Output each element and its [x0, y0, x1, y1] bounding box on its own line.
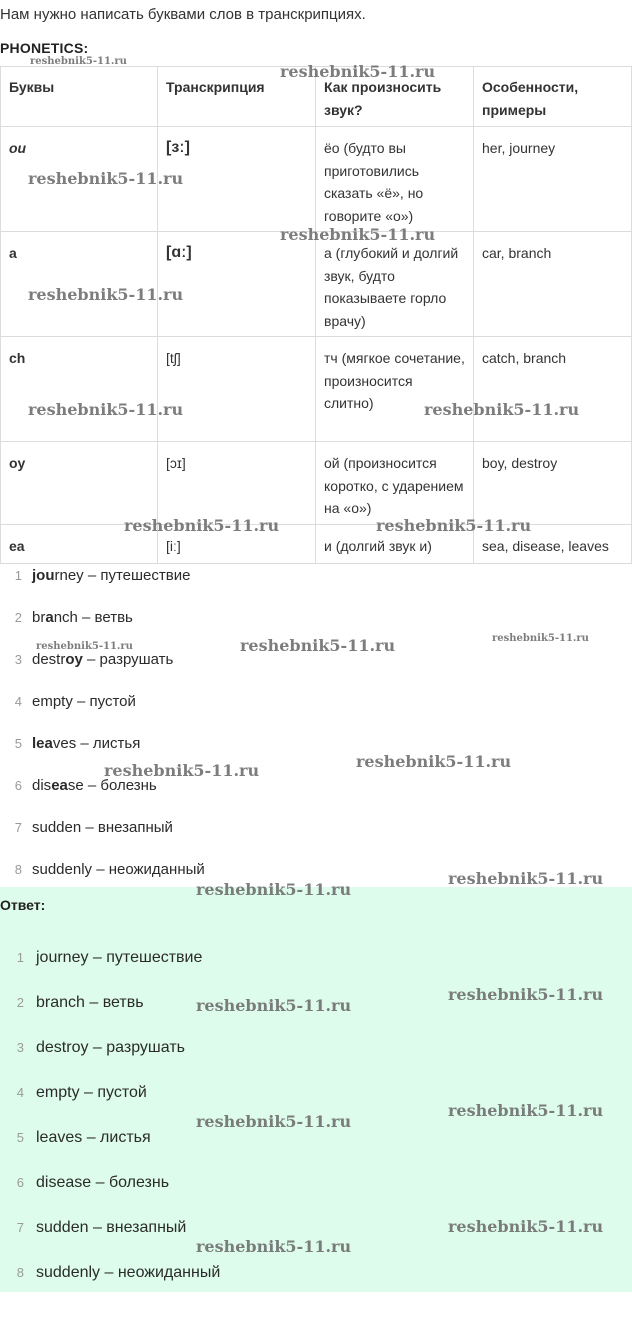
header-examples: Особенности, примеры	[474, 67, 632, 127]
cell-examples: boy, destroy	[474, 442, 632, 525]
cell-transcription: [ɜː]	[158, 127, 316, 232]
watermark: reshebnik5-11.ru	[28, 285, 184, 304]
cell-transcription: [ɑː]	[158, 232, 316, 337]
watermark: reshebnik5-11.ru	[196, 1237, 352, 1256]
watermark: reshebnik5-11.ru	[448, 869, 604, 888]
list-item: 1 journey – путешествие	[16, 949, 203, 966]
watermark: reshebnik5-11.ru	[196, 880, 352, 899]
list-item: 5 leaves – листья	[14, 735, 141, 752]
watermark: reshebnik5-11.ru	[356, 752, 512, 771]
header-pronunciation: Как произносить звук?	[316, 67, 474, 127]
list-item: 4 empty – пустой	[16, 1084, 147, 1101]
list-item: 3 destroy – разрушать	[16, 1039, 185, 1056]
list-item: 7 sudden – внезапный	[14, 819, 173, 836]
list-item: 6 disease – болезнь	[16, 1174, 170, 1191]
cell-transcription: [ɔɪ]	[158, 442, 316, 525]
watermark: reshebnik5-11.ru	[448, 985, 604, 1004]
cell-letters: ea	[1, 525, 158, 564]
watermark: reshebnik5-11.ru	[30, 56, 127, 67]
watermark: reshebnik5-11.ru	[196, 1112, 352, 1131]
cell-pronunciation: и (долгий звук и)	[316, 525, 474, 564]
cell-letters: oy	[1, 442, 158, 525]
cell-letters: ch	[1, 337, 158, 442]
watermark: reshebnik5-11.ru	[424, 400, 580, 419]
cell-letters: ou	[1, 127, 158, 232]
list-item: 4 empty – пустой	[14, 693, 136, 710]
list-item: 3 destroy – разрушать	[14, 651, 174, 668]
table-row	[1, 337, 632, 442]
list-item: 8 suddenly – неожиданный	[14, 861, 205, 878]
list-item: 5 leaves – листья	[16, 1129, 151, 1146]
list-item: 2 branch – ветвь	[16, 994, 144, 1011]
cell-pronunciation: тч (мягкое сочетание, произносится слитно)	[316, 337, 474, 442]
cell-pronunciation: ёо (будто вы приготовились сказать «ё», но говорите «о»)	[316, 127, 474, 232]
cell-pronunciation: а (глубокий и долгий звук, будто показываете горло врачу)	[316, 232, 474, 337]
cell-examples: catch, branch	[474, 337, 632, 442]
watermark: reshebnik5-11.ru	[124, 516, 280, 535]
header-transcription: Транскрипция	[158, 67, 316, 127]
watermark: reshebnik5-11.ru	[28, 400, 184, 419]
watermark: reshebnik5-11.ru	[448, 1217, 604, 1236]
list-item: 7 sudden – внезапный	[16, 1219, 187, 1236]
watermark: reshebnik5-11.ru	[376, 516, 532, 535]
table-row	[1, 442, 632, 525]
watermark: reshebnik5-11.ru	[492, 633, 589, 644]
list-item: 2 branch – ветвь	[14, 609, 133, 626]
list-item: 6 disease – болезнь	[14, 777, 157, 794]
watermark: reshebnik5-11.ru	[104, 761, 260, 780]
watermark: reshebnik5-11.ru	[28, 169, 184, 188]
cell-examples: car, branch	[474, 232, 632, 337]
cell-examples: her, journey	[474, 127, 632, 232]
table-row	[1, 525, 632, 564]
answer-title: Ответ:	[0, 897, 46, 913]
watermark: reshebnik5-11.ru	[240, 636, 396, 655]
cell-letters: a	[1, 232, 158, 337]
watermark: reshebnik5-11.ru	[280, 62, 436, 81]
watermark: reshebnik5-11.ru	[36, 641, 133, 652]
header-letters: Буквы	[1, 67, 158, 127]
phonetics-table	[0, 66, 632, 564]
section-heading: PHONETICS:	[0, 40, 89, 56]
cell-transcription: [tʃ]	[158, 337, 316, 442]
intro-text: Нам нужно написать буквами слов в транскрипциях.	[0, 6, 366, 23]
watermark: reshebnik5-11.ru	[448, 1101, 604, 1120]
list-item: 1 journey – путешествие	[14, 567, 191, 584]
list-item: 8 suddenly – неожиданный	[16, 1264, 221, 1281]
cell-examples: sea, disease, leaves	[474, 525, 632, 564]
watermark: reshebnik5-11.ru	[280, 225, 436, 244]
watermark: reshebnik5-11.ru	[196, 996, 352, 1015]
cell-pronunciation: ой (произносится коротко, с ударением на «о»)	[316, 442, 474, 525]
cell-transcription: [iː]	[158, 525, 316, 564]
table-row	[1, 232, 632, 337]
